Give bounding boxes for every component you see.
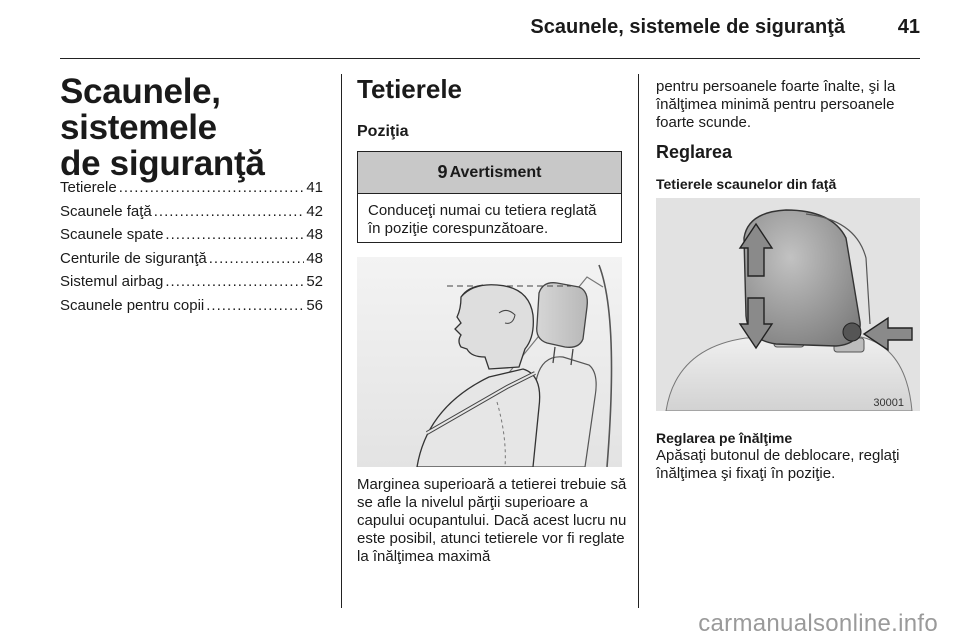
toc-leader-dots	[209, 250, 305, 267]
column-divider-1	[341, 74, 342, 608]
toc-item[interactable]	[60, 297, 323, 321]
paragraph-height-adjustment: Apăsaţi butonul de deblocare, reglaţi înălţimea şi fixaţi în poziţie.	[656, 447, 900, 482]
toc-item[interactable]	[60, 179, 323, 203]
running-header-title: Scaunele, sistemele de siguranţă	[530, 16, 845, 38]
toc-leader-dots	[206, 297, 304, 314]
toc-item-page: 52	[306, 273, 323, 291]
toc-item-label: Scaunele spate	[60, 226, 164, 244]
subsection-heading-position: Poziţia	[357, 123, 409, 140]
chapter-title	[60, 74, 335, 182]
watermark: carmanualsonline.info	[698, 610, 938, 637]
page-number: 41	[897, 16, 920, 38]
toc-item-page: 48	[306, 249, 323, 267]
warning-text: Conduceţi numai cu tetiera reglată în poziţie corespunzătoare.	[368, 202, 597, 237]
headrest-adjustment-illustration	[656, 198, 920, 411]
heading-height-adjustment: Reglarea pe înălţime	[656, 430, 793, 446]
toc-item-page: 56	[306, 296, 323, 314]
chapter-title-line-1: Scaunele, sistemele	[60, 72, 221, 147]
toc-item[interactable]	[60, 226, 323, 250]
warning-header	[358, 152, 621, 194]
column-divider-2	[638, 74, 639, 608]
toc-item-page: 42	[306, 202, 323, 220]
heading-front-headrests: Tetierele scaunelor din faţă	[656, 176, 837, 192]
toc-item-label: Centurile de siguranţă	[60, 249, 207, 267]
toc-item-page: 41	[306, 179, 323, 196]
heading-adjustment: Reglarea	[656, 142, 733, 162]
paragraph-continued: pentru persoanele foarte înalte, şi la înălţimea minimă pentru persoanele foarte scunde.	[656, 78, 896, 131]
warning-box	[357, 151, 622, 243]
toc-item-label: Sistemul airbag	[60, 273, 164, 291]
section-title: Tetierele	[357, 74, 463, 104]
toc-item[interactable]	[60, 273, 323, 297]
paragraph-headrest-height: Marginea superioară a tetierei trebuie să se afle la nivelul părţii superioare a capului ocupantului. Dacă acest lucru nu este posibil, atunci tetierele vor fi reglate la înălţimea maximă	[357, 476, 627, 565]
toc-item[interactable]	[60, 203, 323, 227]
warning-heading: Avertisment	[449, 163, 542, 181]
driver-headrest-illustration	[357, 257, 622, 467]
toc-item-label: Tetierele	[60, 179, 117, 196]
toc-leader-dots	[154, 203, 305, 220]
header-rule	[60, 58, 920, 59]
toc-leader-dots	[119, 179, 305, 196]
toc-item-label: Scaunele faţă	[60, 202, 152, 220]
figure-code: 30001	[873, 397, 904, 409]
toc-item[interactable]	[60, 250, 323, 274]
chapter-title-line-2: de siguranţă	[60, 144, 265, 183]
toc-item-label: Scaunele pentru copii	[60, 296, 205, 314]
toc-leader-dots	[165, 273, 304, 290]
table-of-contents	[60, 179, 323, 321]
warning-triangle-icon: 9	[437, 162, 448, 182]
toc-item-page: 48	[306, 226, 323, 244]
toc-leader-dots	[165, 226, 304, 243]
